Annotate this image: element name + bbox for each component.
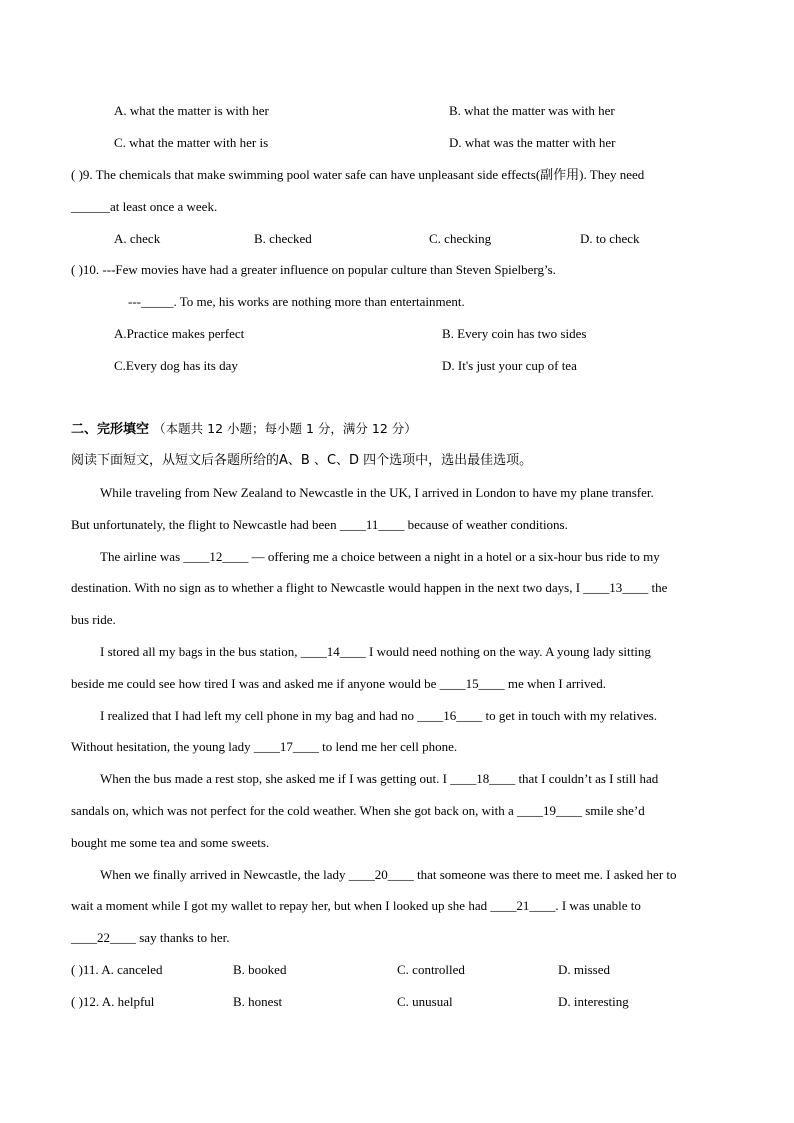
q12-option-d: D. interesting [558, 994, 629, 1009]
q9-stem-line2: ______at least once a week. [71, 199, 218, 214]
q8-option-d: D. what was the matter with her [449, 135, 616, 150]
q10-option-c: C.Every dog has its day [114, 358, 238, 373]
passage-line: I stored all my bags in the bus station, ____14____ I would need nothing on the way. A young lady sitting [100, 644, 651, 659]
passage-line: destination. With no sign as to whether a flight to Newcastle would happen in the next two days, I ____13____ the [71, 580, 668, 595]
section-instruction: 阅读下面短文，从短文后各题所给的A、B 、C、D 四个选项中，选出最佳选项。 [71, 453, 533, 468]
q10-option-d: D. It's just your cup of tea [442, 358, 577, 373]
q9-stem-line1: ( )9. The chemicals that make swimming pool water safe can have unpleasant side effects(副作用). They need [71, 167, 645, 182]
passage-line: While traveling from New Zealand to Newcastle in the UK, I arrived in London to have my plane transfer. [100, 485, 654, 500]
q11-option-c: C. controlled [397, 962, 465, 977]
passage-line: beside me could see how tired I was and asked me if anyone would be ____15____ me when I arrived. [71, 676, 607, 691]
section-title: 二、完形填空 [71, 422, 150, 437]
q11-option-d: D. missed [558, 962, 610, 977]
section-note: （本题共 12 小题；每小题 1 分，满分 12 分） [153, 421, 417, 436]
passage-line: When the bus made a rest stop, she asked me if I was getting out. I ____18____ that I couldn’t as I still had [100, 771, 659, 786]
q10-stem-line2: ---_____. To me, his works are nothing more than entertainment. [128, 294, 465, 309]
q11-option-a: ( )11. A. canceled [71, 962, 163, 977]
q9-option-a: A. check [114, 231, 161, 246]
q10-stem-line1: ( )10. ---Few movies have had a greater influence on popular culture than Steven Spielberg’s. [71, 262, 556, 277]
passage-line: sandals on, which was not perfect for the cold weather. When she got back on, with a ____19____ smile she’d [71, 803, 645, 818]
q12-option-b: B. honest [233, 994, 283, 1009]
q8-option-b: B. what the matter was with her [449, 103, 615, 118]
passage-line: bus ride. [71, 612, 116, 627]
passage-line: I realized that I had left my cell phone in my bag and had no ____16____ to get in touch with my relatives. [100, 708, 658, 723]
q10-option-b: B. Every coin has two sides [442, 326, 587, 341]
q8-option-c: C. what the matter with her is [114, 135, 269, 150]
passage-line: When we finally arrived in Newcastle, the lady ____20____ that someone was there to meet me. I asked her to [100, 867, 677, 882]
section-heading [71, 421, 417, 438]
passage-line: wait a moment while I got my wallet to repay her, but when I looked up she had ____21____. I was unable to [71, 898, 641, 913]
q12-option-c: C. unusual [397, 994, 453, 1009]
passage-line: Without hesitation, the young lady ____17____ to lend me her cell phone. [71, 739, 458, 754]
q9-option-b: B. checked [254, 231, 312, 246]
passage-line: The airline was ____12____ — offering me a choice between a night in a hotel or a six-hour bus ride to my [100, 549, 660, 564]
q11-option-b: B. booked [233, 962, 287, 977]
q9-option-c: C. checking [429, 231, 492, 246]
q12-option-a: ( )12. A. helpful [71, 994, 155, 1009]
passage-line: ____22____ say thanks to her. [71, 930, 230, 945]
q10-option-a: A.Practice makes perfect [114, 326, 245, 341]
passage-line: But unfortunately, the flight to Newcastle had been ____11____ because of weather conditions. [71, 517, 568, 532]
q8-option-a: A. what the matter is with her [114, 103, 269, 118]
q9-option-d: D. to check [580, 231, 640, 246]
passage-line: bought me some tea and some sweets. [71, 835, 270, 850]
